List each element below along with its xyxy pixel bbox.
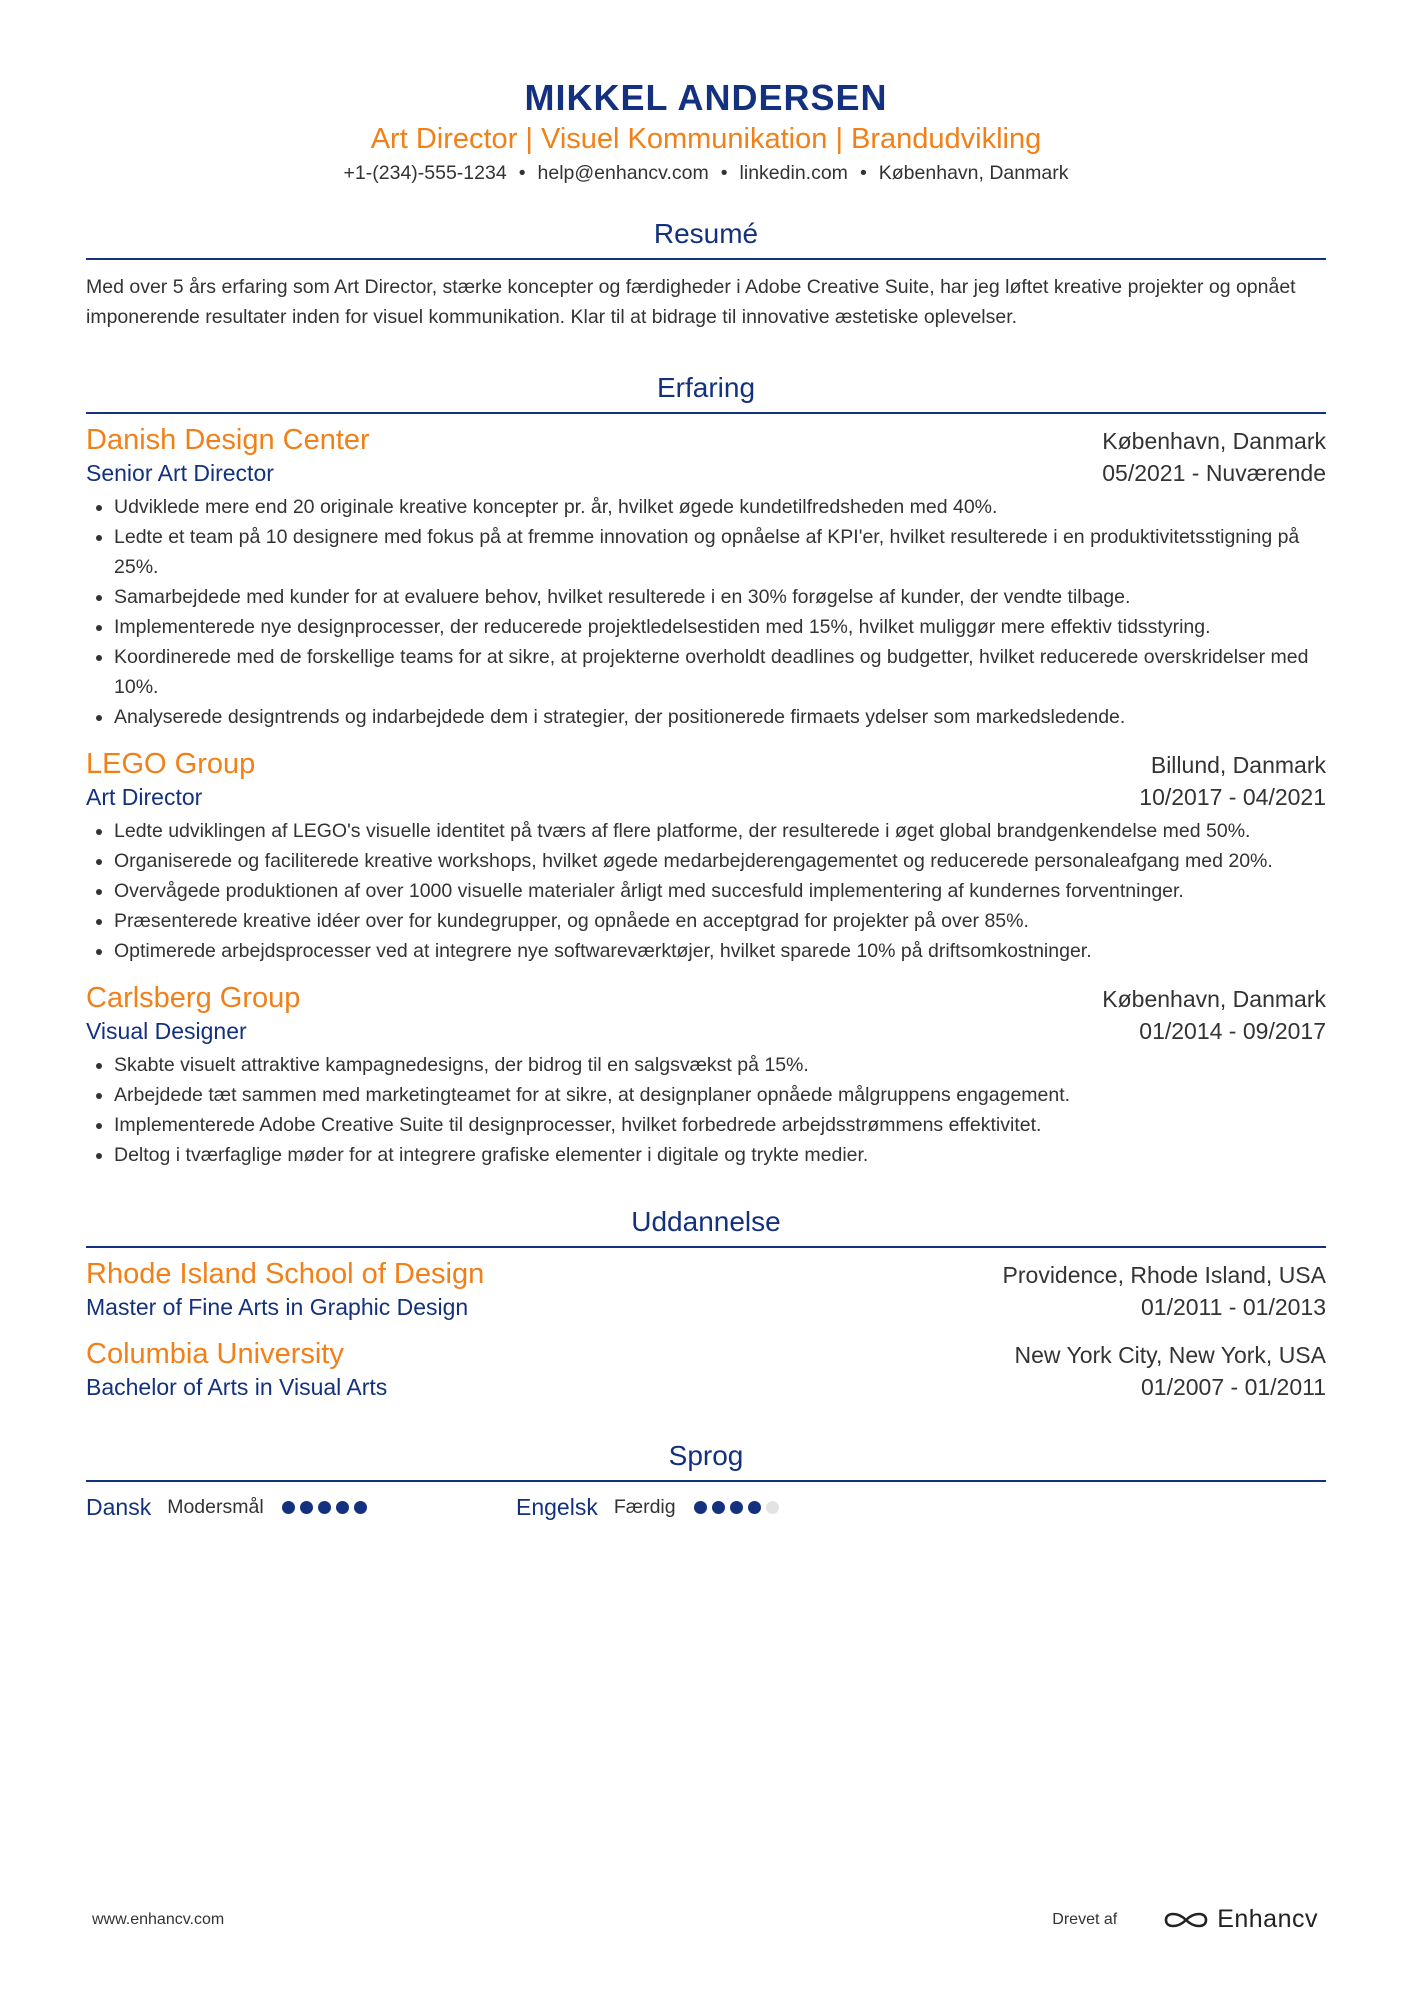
school-location: Providence, Rhode Island, USA <box>1002 1262 1326 1288</box>
job-bullet: Præsenterede kreative idéer over for kundegrupper, og opnåede en acceptgrad for projekter på over 85%. <box>86 906 1326 936</box>
education-header-row <box>86 1256 1326 1292</box>
job-title: Art Director <box>86 784 203 810</box>
contact-separator: • <box>518 162 526 184</box>
language-name: Engelsk <box>516 1494 598 1520</box>
education-dates: 01/2011 - 01/2013 <box>1140 1294 1326 1320</box>
candidate-name: MIKKEL ANDERSEN <box>524 77 888 118</box>
job-entry <box>86 980 1326 1170</box>
enhancv-logo-text: Enhancv <box>1217 1905 1318 1933</box>
job-bullet: Skabte visuelt attraktive kampagnedesigns, der bidrog til en salgsvækst på 15%. <box>86 1050 1326 1080</box>
job-bullet: Ledte et team på 10 designere med fokus på at fremme innovation og opnåelse af KPI'er, hvilket resulterede i en produktivitetsstigning på 25%. <box>86 522 1326 582</box>
company-name: LEGO Group <box>86 748 256 780</box>
job-bullets <box>86 1050 1326 1170</box>
job-bullet: Udviklede mere end 20 originale kreative koncepter pr. år, hvilket øgede kundetilfredsheden med 40%. <box>86 492 1326 522</box>
job-bullets <box>86 816 1326 966</box>
education-subheader-row <box>86 1292 1326 1322</box>
job-subheader-row <box>86 1016 1326 1046</box>
resume-page <box>86 0 1326 1521</box>
degree-name: Master of Fine Arts in Graphic Design <box>86 1294 469 1320</box>
enhancv-logo[interactable] <box>1163 1905 1318 1934</box>
language-item <box>86 1494 516 1521</box>
school-location: New York City, New York, USA <box>1014 1342 1326 1368</box>
rating-dot-filled <box>730 1501 743 1514</box>
job-dates: 10/2017 - 04/2021 <box>1139 784 1326 810</box>
education-entry <box>86 1336 1326 1402</box>
job-dates: 05/2021 - Nuværende <box>1102 460 1326 486</box>
language-name: Dansk <box>86 1494 152 1520</box>
job-bullet: Analyserede designtrends og indarbejdede dem i strategier, der positionerede firmaets ydelser som markedsledende. <box>86 702 1326 732</box>
job-location: København, Danmark <box>1102 428 1326 454</box>
job-location: Billund, Danmark <box>1150 752 1326 778</box>
job-bullet: Samarbejdede med kunder for at evaluere behov, hvilket resulterede i en 30% forøgelse af kunder, der vendte tilbage. <box>86 582 1326 612</box>
job-bullet: Implementerede Adobe Creative Suite til designprocesser, hvilket forbedrede arbejdsstrømmens effektivitet. <box>86 1110 1326 1140</box>
powered-by-label: Drevet af <box>1052 1910 1118 1928</box>
rating-dot-filled <box>300 1501 313 1514</box>
section-title-summary: Resumé <box>86 216 1326 260</box>
job-dates: 01/2014 - 09/2017 <box>1139 1018 1326 1044</box>
language-rating <box>694 1501 779 1514</box>
rating-dot-filled <box>712 1501 725 1514</box>
language-item <box>516 1494 946 1521</box>
job-bullet: Ledte udviklingen af LEGO's visuelle identitet på tværs af flere platforme, der resulterede i øget global brandgenkendelse med 50%. <box>86 816 1326 846</box>
education-dates: 01/2007 - 01/2011 <box>1140 1374 1326 1400</box>
contact-line <box>86 160 1326 186</box>
job-bullet: Koordinerede med de forskellige teams for at sikre, at projekterne overholdt deadlines og budgetter, hvilket reducerede overskridelser med 10%. <box>86 642 1326 702</box>
job-entry <box>86 746 1326 966</box>
contact-linkedin[interactable]: linkedin.com <box>739 162 848 184</box>
contact-location: København, Danmark <box>878 162 1069 184</box>
summary-section <box>86 216 1326 332</box>
school-name: Columbia University <box>86 1338 344 1370</box>
job-header-row <box>86 422 1326 458</box>
contact-phone[interactable]: +1-(234)-555-1234 <box>343 162 507 184</box>
job-header-row <box>86 980 1326 1016</box>
language-list <box>86 1494 1326 1521</box>
job-list <box>86 422 1326 1170</box>
summary-text: Med over 5 års erfaring som Art Director, stærke koncepter og færdigheder i Adobe Creative Suite, har jeg løftet kreative projekter og opnået imponerende resultater inden for visuel kommunikation. Klar til at bidrage til innovative æstetiske oplevelser. <box>86 276 1296 328</box>
education-entry <box>86 1256 1326 1322</box>
job-subheader-row <box>86 782 1326 812</box>
contact-separator: • <box>859 162 867 184</box>
job-bullet: Organiserede og faciliterede kreative workshops, hvilket øgede medarbejderengagementet og reducerede personaleafgang med 20%. <box>86 846 1326 876</box>
job-title: Visual Designer <box>86 1018 247 1044</box>
job-bullet: Arbejdede tæt sammen med marketingteamet for at sikre, at designplaner opnåede målgruppens engagement. <box>86 1080 1326 1110</box>
company-name: Carlsberg Group <box>86 982 301 1014</box>
powered-by <box>1052 1905 1318 1934</box>
job-location: København, Danmark <box>1102 986 1326 1012</box>
job-bullets <box>86 492 1326 732</box>
resume-header <box>86 0 1326 186</box>
education-header-row <box>86 1336 1326 1372</box>
experience-section <box>86 370 1326 1170</box>
job-subheader-row <box>86 458 1326 488</box>
school-name: Rhode Island School of Design <box>86 1258 485 1290</box>
rating-dot-filled <box>318 1501 331 1514</box>
education-section <box>86 1204 1326 1402</box>
languages-section <box>86 1438 1326 1521</box>
job-bullet: Implementerede nye designprocesser, der reducerede projektledelsestiden med 15%, hvilket muliggør mere effektiv tidsstyring. <box>86 612 1326 642</box>
contact-email[interactable]: help@enhancv.com <box>537 162 709 184</box>
rating-dot-filled <box>694 1501 707 1514</box>
job-header-row <box>86 746 1326 782</box>
job-title: Senior Art Director <box>86 460 274 486</box>
job-bullet: Optimerede arbejdsprocesser ved at integrere nye softwareværktøjer, hvilket sparede 10% på driftsomkostninger. <box>86 936 1326 966</box>
enhancv-logo-icon <box>1163 1908 1209 1932</box>
company-name: Danish Design Center <box>86 424 370 456</box>
job-bullet: Overvågede produktionen af over 1000 visuelle materialer årligt med succesfuld implementering af kundernes forventninger. <box>86 876 1326 906</box>
rating-dot-filled <box>336 1501 349 1514</box>
job-bullet: Deltog i tværfaglige møder for at integrere grafiske elementer i digitale og trykte medier. <box>86 1140 1326 1170</box>
section-title-education: Uddannelse <box>86 1204 1326 1248</box>
section-title-experience: Erfaring <box>86 370 1326 414</box>
section-title-languages: Sprog <box>86 1438 1326 1482</box>
rating-dot-filled <box>282 1501 295 1514</box>
language-level: Modersmål <box>167 1496 264 1518</box>
page-footer <box>92 1905 1318 1934</box>
degree-name: Bachelor of Arts in Visual Arts <box>86 1374 388 1400</box>
rating-dot-filled <box>748 1501 761 1514</box>
candidate-tagline: Art Director | Visuel Kommunikation | Brandudvikling <box>370 123 1042 155</box>
language-level: Færdig <box>613 1496 676 1518</box>
rating-dot-empty <box>766 1501 779 1514</box>
job-entry <box>86 422 1326 732</box>
contact-separator: • <box>720 162 728 184</box>
rating-dot-filled <box>354 1501 367 1514</box>
education-subheader-row <box>86 1372 1326 1402</box>
education-list <box>86 1256 1326 1402</box>
footer-url[interactable]: www.enhancv.com <box>92 1910 225 1928</box>
language-rating <box>282 1501 367 1514</box>
